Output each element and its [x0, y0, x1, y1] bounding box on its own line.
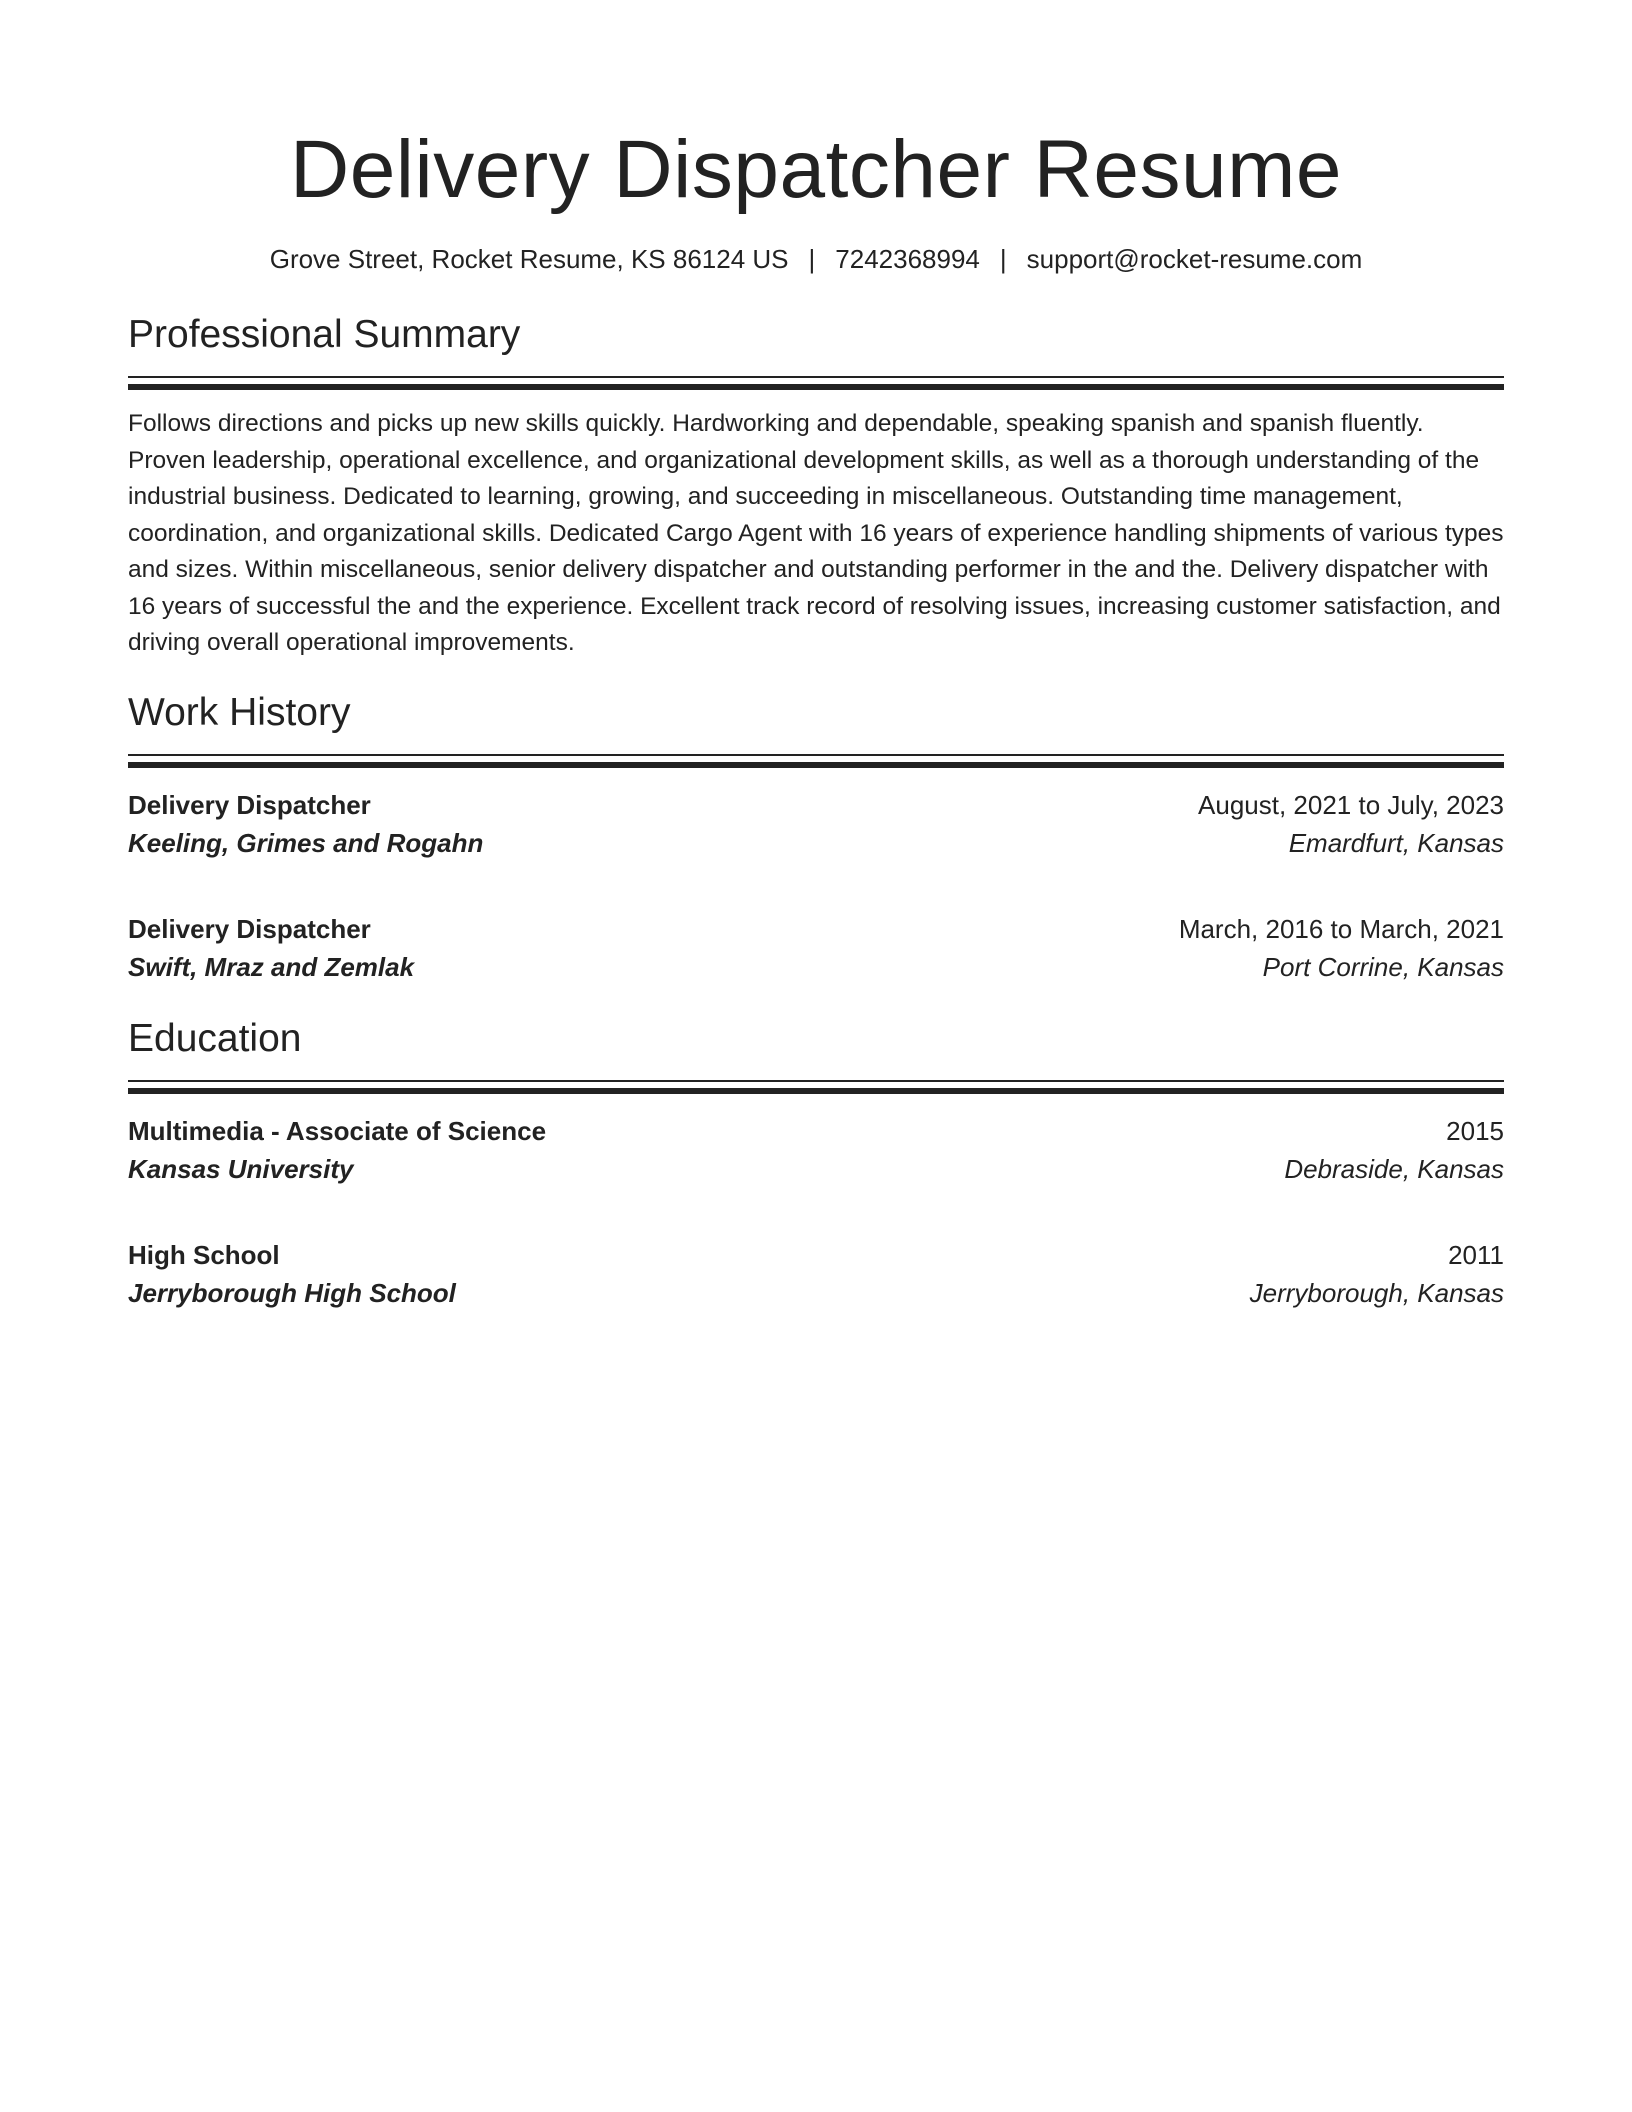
degree-name: Multimedia - Associate of Science: [128, 1115, 547, 1146]
school-location: Debraside, Kansas: [1284, 1153, 1504, 1184]
education-entry: [128, 1236, 1504, 1312]
section-divider-thick: [128, 384, 1504, 390]
job-dates: August, 2021 to July, 2023: [1198, 789, 1504, 820]
degree-name: High School: [128, 1239, 280, 1270]
contact-email: support@rocket-resume.com: [1026, 244, 1363, 274]
company-name: Keeling, Grimes and Rogahn: [128, 827, 484, 858]
company-name: Swift, Mraz and Zemlak: [128, 951, 415, 982]
education-entry-subheader: [128, 1150, 1504, 1188]
education-section: [128, 1014, 1504, 1312]
resume-page: [128, 0, 1504, 1312]
work-entry-subheader: [128, 948, 1504, 986]
job-title: Delivery Dispatcher: [128, 913, 371, 944]
contact-line: [128, 242, 1504, 276]
graduation-year: 2015: [1446, 1115, 1504, 1146]
work-entry-header: [128, 786, 1504, 824]
contact-address: Grove Street, Rocket Resume, KS 86124 US: [269, 244, 789, 274]
work-entry: [128, 786, 1504, 862]
work-entry: [128, 910, 1504, 986]
job-location: Emardfurt, Kansas: [1288, 827, 1504, 858]
section-divider-thick: [128, 762, 1504, 768]
school-location: Jerryborough, Kansas: [1249, 1277, 1504, 1308]
school-name: Kansas University: [128, 1153, 354, 1184]
education-entry: [128, 1112, 1504, 1188]
education-heading: Education: [128, 1016, 302, 1060]
job-location: Port Corrine, Kansas: [1262, 951, 1504, 982]
section-divider-thick: [128, 1088, 1504, 1094]
contact-separator: |: [808, 244, 816, 274]
work-entry-subheader: [128, 824, 1504, 862]
contact-phone: 7242368994: [835, 244, 980, 274]
job-title: Delivery Dispatcher: [128, 789, 371, 820]
section-divider-thin: [128, 1080, 1504, 1082]
work-entry-header: [128, 910, 1504, 948]
section-divider-thin: [128, 376, 1504, 378]
job-dates: March, 2016 to March, 2021: [1178, 913, 1504, 944]
summary-heading: Professional Summary: [128, 313, 521, 356]
school-name: Jerryborough High School: [128, 1277, 456, 1308]
graduation-year: 2011: [1448, 1239, 1504, 1270]
section-divider-thin: [128, 754, 1504, 756]
resume-title: Delivery Dispatcher Resume: [289, 124, 1342, 215]
education-entry-subheader: [128, 1274, 1504, 1312]
education-entry-header: [128, 1112, 1504, 1150]
work-history-section: [128, 688, 1504, 986]
summary-text: Follows directions and picks up new skills quickly. Hardworking and dependable, speaking spanish and spanish fluently. Proven leadership, operational excellence, and organizational development skills, as well as a thorough understanding of the industrial business. Dedicated to learning, growing, and succeeding in miscellaneous. Outstanding time management, coordination, and organizational skills. Dedicated Cargo Agent with 16 years of experience handling shipments of various types and sizes. Within miscellaneous, senior delivery dispatcher and outstanding performer in the and the. Delivery dispatcher with 16 years of successful the and the experience. Excellent track record of resolving issues, increasing customer satisfaction, and driving overall operational improvements.: [128, 410, 1504, 656]
education-entry-header: [128, 1236, 1504, 1274]
summary-section: [128, 310, 1504, 662]
work-history-heading: Work History: [128, 690, 351, 734]
contact-separator: |: [999, 244, 1007, 274]
